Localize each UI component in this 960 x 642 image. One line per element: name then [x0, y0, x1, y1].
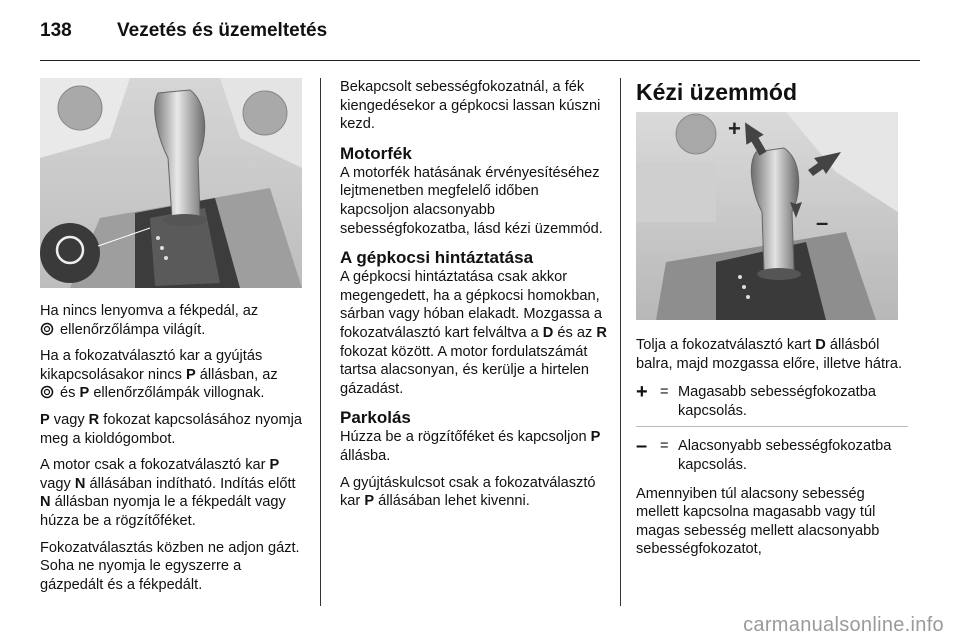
paragraph-release-button: P vagy R fokozat kapcsolásához nyomja meg a kioldógombot. — [40, 411, 303, 447]
heading-parking: Parkolás — [340, 408, 411, 428]
gear-selector-figure — [40, 78, 302, 288]
chapter-title: Vezetés és üzemeltetés — [117, 20, 328, 41]
paragraph-parking: Húzza be a rögzítőféket és kapcsoljon P állásba. — [340, 429, 601, 464]
paragraph-engine-brake: A motorfék hatásának érvényesítéséhez lejtmenetben megfelelő időben kapcsoljon alacsonyabb sebességfokozatba, lásd kézi üzemmód. — [340, 164, 603, 237]
paragraph-no-throttle: Fokozatválasztás közben ne adjon gázt. Soha ne nyomja le egyszerre a gázpedált és a fékpedált. — [40, 539, 300, 593]
definition-downshift: – = Alacsonyabb sebességfokozatba kapcsolás. — [636, 435, 892, 473]
minus-icon: – — [816, 210, 829, 235]
paragraph-manual-shift: Tolja a fokozatválasztó kart D állásból balra, majd mozgassa előre, illetve hátra. — [636, 337, 903, 372]
brake-warning-lamp-icon — [40, 385, 54, 399]
definition-upshift: + = Magasabb sebességfokozatba kapcsolás. — [636, 381, 876, 419]
paragraph-wrong-shift: Amennyiben túl alacsony sebesség mellett kapcsolna magasabb vagy túl magas sebesség mellett alacsonyabb sebességfokozatot, — [636, 485, 880, 558]
page-number: 138 — [40, 20, 72, 41]
plus-icon: + — [636, 381, 648, 404]
right-column — [636, 78, 904, 106]
watermark: carmanualsonline.info — [743, 614, 944, 636]
paragraph-engine-start: A motor csak a fokozatválasztó kar P vagy N állásában indítható. Indítás előtt N állásban nyomja le a fékpedált vagy húzza be a rögzítőféket. — [40, 457, 296, 529]
heading-engine-brake: Motorfék — [340, 143, 412, 163]
paragraph-brake-lamp: Ha nincs lenyomva a fékpedál, az ellenőrzőlámpa világít. — [40, 303, 259, 338]
minus-icon: – — [636, 435, 648, 458]
paragraph-rocking: A gépkocsi hintáztatása csak akkor megengedett, ha a gépkocsi homokban, sárban vagy hóban elakadt. Mozgassa a fokozatválasztó kart felváltva a D és az R fokozat között. A motor fordulatszámát tartsa alacsonyan, és kerülje a hirtelen gázadást. — [340, 269, 607, 397]
manual-mode-figure — [636, 112, 898, 320]
paragraph-ignition-off: Ha a fokozatválasztó kar a gyújtás kikapcsolásakor nincs P állásban, az és P ellenőrzőlámpák villognak. — [40, 348, 278, 402]
plus-icon: + — [728, 116, 741, 141]
paragraph-creep: Bekapcsolt sebességfokozatnál, a fék kiengedésekor a gépkocsi lassan kúszni kezd. — [340, 79, 601, 133]
manual-mode-illustration — [636, 112, 898, 320]
brake-warning-lamp-icon — [40, 322, 54, 336]
column-divider-left — [320, 78, 321, 606]
header-rule — [40, 60, 920, 61]
section-title-manual-mode: Kézi üzemmód — [636, 79, 798, 105]
gear-selector-illustration — [40, 78, 302, 288]
right-column-body — [636, 336, 908, 567]
left-column — [40, 302, 308, 602]
page-header — [40, 14, 920, 46]
middle-column — [340, 78, 608, 519]
paragraph-key-removal: A gyújtáskulcsot csak a fokozatválasztó kar P állásában lehet kivenni. — [340, 474, 596, 510]
column-divider-right — [620, 78, 621, 606]
shift-definition-list — [636, 383, 908, 474]
heading-rocking: A gépkocsi hintáztatása — [340, 248, 534, 268]
definition-separator — [636, 426, 908, 427]
